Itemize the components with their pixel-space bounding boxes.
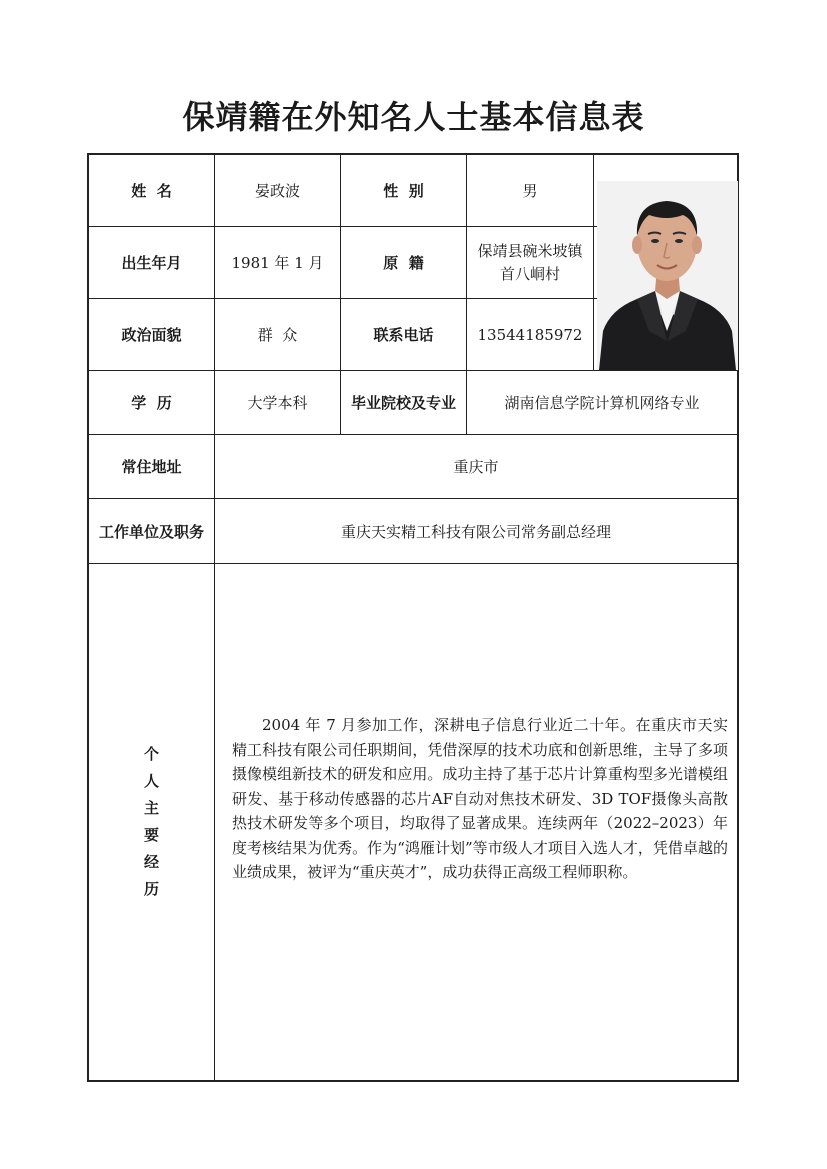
address-label: 常住地址 — [121, 458, 182, 476]
experience-label-char: 人 — [143, 772, 159, 790]
experience-label-char: 主 — [143, 799, 159, 817]
birth-value: 1981 年 1 月 — [231, 254, 324, 272]
name-value: 晏政波 — [254, 182, 300, 200]
portrait-photo — [597, 181, 738, 370]
origin-value-line1: 保靖县碗米坡镇 — [477, 241, 583, 260]
experience-label — [89, 564, 214, 1080]
school-major-label: 毕业院校及专业 — [350, 394, 456, 412]
address-value: 重庆市 — [453, 458, 499, 476]
page-title: 保靖籍在外知名人士基本信息表 — [182, 98, 645, 136]
political-value: 群 众 — [257, 326, 298, 344]
origin-value — [467, 227, 593, 298]
portrait-icon — [597, 181, 738, 370]
work-value: 重庆天实精工科技有限公司常务副总经理 — [340, 522, 611, 541]
info-form-table — [87, 153, 739, 1082]
birth-label: 出生年月 — [121, 254, 182, 272]
gender-value: 男 — [522, 182, 538, 200]
education-value: 大学本科 — [247, 394, 308, 412]
phone-value: 13544185972 — [477, 325, 583, 344]
column-divider — [593, 155, 594, 370]
name-label: 姓 名 — [131, 182, 172, 200]
phone-label: 联系电话 — [373, 326, 434, 344]
political-label: 政治面貌 — [121, 326, 182, 344]
gender-label: 性 别 — [383, 182, 424, 200]
work-label: 工作单位及职务 — [98, 522, 204, 541]
experience-label-char: 历 — [143, 880, 159, 898]
origin-label: 原 籍 — [383, 254, 424, 272]
education-label: 学 历 — [131, 394, 172, 412]
experience-label-char: 个 — [143, 745, 159, 763]
experience-label-char: 经 — [143, 853, 159, 871]
experience-text: 2004 年 7 月参加工作，深耕电子信息行业近二十年。在重庆市天实精工科技有限公司任职期间，凭借深厚的技术功底和创新思维，主导了多项摄像模组新技术的研发和应用。成功主持了基于芯片计算重构型多光谱模组研发、基于移动传感器的芯片AF自动对焦技术研发、3D TOF摄像头高散热技术研发等多个项目，均取得了显著成果。连续两年（2022–2023）年度考核结果为优秀。作为“鸿雁计划”等市级人才项目入选人才，凭借卓越的业绩成果，被评为“重庆英才”，成功获得正高级工程师职称。 — [232, 716, 728, 881]
experience-label-char: 要 — [143, 826, 159, 844]
school-major-value: 湖南信息学院计算机网络专业 — [504, 394, 700, 412]
origin-value-line2: 首八峒村 — [499, 264, 560, 283]
